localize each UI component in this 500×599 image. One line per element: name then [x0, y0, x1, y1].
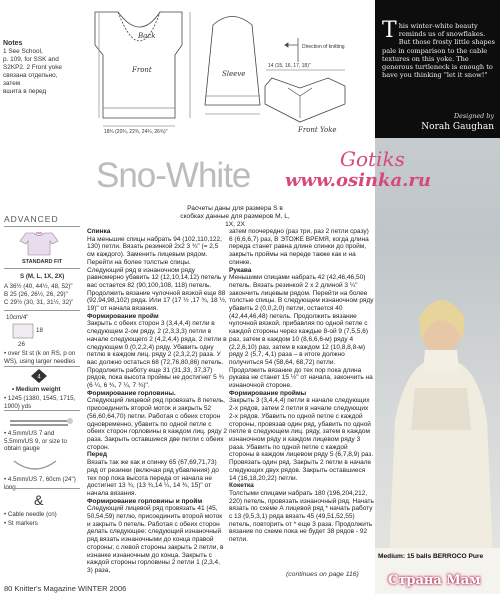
gauge-rows: 18: [36, 327, 43, 334]
size-subtitle: Расчеты даны для размера S в скобках данные для размеров M, L, 1X, 2X: [180, 205, 290, 228]
instruction-paragraph: Закрыть 3 (3,4,4,4) петли в начале следующих 2-х рядов, затем 2 петли в начале следующих 2-х рядов. Убавить по одной петле с каждой стороны, провязав один ряд, убавить по одной петле в следующем лиц. ряду, затем в каждом изнаночном ряду и каждом лицевом ряду 3 раза. Убавить по одной петле с каждой стороны в каждом лицевом ряду 5 (6,7,8,9) раз. Провязать один ряд. Закрыть 2 петли в начале следующих двух рядов. Закрыть оставшиеся 14 (16,18,20,22) петли.: [229, 397, 374, 482]
sleeve-width-label: 14 (15, 16, 17, 18)": [268, 63, 311, 69]
fit-icon: [18, 231, 60, 257]
divider: [4, 366, 80, 367]
divider: [4, 268, 80, 269]
section-heading: Формирование горловины и пройм: [87, 497, 203, 505]
section-heading: Формирование проймы: [229, 389, 307, 397]
instruction-paragraph: Следующий лицевой ряд провязать 8 петель, присоединить второй моток и закрыть 52 (56,60,64,70) петли. Работая с обеих сторон одновременно, убавить по одной петле с обеих сторон горловины в каждом лиц. ряду 2 раза. Закрыть оставшиеся две петли с обеих сторон.: [87, 397, 228, 451]
watermark-url: www.osinka.ru: [285, 170, 431, 191]
needles-circular: • 4.5mm/US 7, 60cm (24") long: [4, 476, 76, 491]
page-footer: 80 Knitter's Magazine WINTER 2006: [4, 584, 127, 593]
fit-label: STANDARD FIT: [22, 259, 63, 265]
intro-text: [382, 18, 496, 80]
skill-level: ADVANCED: [4, 214, 59, 224]
watermark-gotiks: Gotiks: [340, 147, 405, 171]
instruction-paragraph: Следующий лицевой ряд провязать 41 (45, 50,54,59) петлю, присоединить второй моток и закрыть 0 петель. Работая с обеих сторон делать следующее: следующий изнаночный ряд вязать изнаночными до конца правой стороны; с левой стороны закрыть 2 петли, в изнанке изнаночным до конца. Закрыть с каждой стороны горловины 2 петли 1 (2,3,4, 3) раза,: [87, 505, 224, 574]
designer-name: Norah Gaughan: [421, 122, 494, 132]
section-heading: Кокетка: [229, 482, 254, 490]
straight-needles-icon: [6, 414, 76, 428]
circular-needle-icon: [10, 455, 60, 473]
yoke-outline: [265, 78, 345, 122]
sleeve-label: Sleeve: [222, 70, 246, 78]
instruction-paragraph: Закрыть с обеих сторон 3 (3,4,4,4) петли в следующем 2-ом ряду, 2 (2,3,3,3) петли в начале следующего 2 (4,2,4,4) ряда, 2 петли в следующем 0 (0,2,2,4) ряду. Убавить одну петлю в каждом лиц. ряду 2 (2,3,2,2) раза. У вас должно остаться 68 (72,76,80,86) петель. Продолжить работу еще 31 (31,33, 37,37) рядов, пока высота проймы не достигнет 5 ¾ (6 ¼, 6 ¾, 7 ¼, 7 ¾)".: [87, 320, 227, 390]
drop-cap: T: [382, 18, 397, 43]
divider: [4, 310, 80, 311]
intro-body: his winter-white beauty reminds us of snowflakes. But those frosty little shapes pale in comparison to the cable textures on this yoke. The generous turtleneck is enough to have you thinking "let it snow!": [382, 22, 495, 80]
divider: [4, 488, 80, 489]
section-heading: Формирование пройм: [87, 312, 159, 320]
pattern-title: Sno-White: [96, 156, 251, 195]
gauge-size: 10cm/4": [6, 314, 29, 321]
yarn-weight-icon: [30, 368, 48, 384]
gauge-note: • over St st (k on RS, p on WS), using larger needles: [4, 350, 76, 365]
notion-cable-needle: • Cable needle (cn): [4, 511, 57, 518]
notes: [3, 40, 73, 96]
body-outline: [95, 12, 182, 118]
section-heading: Формирование горловины.: [87, 389, 176, 397]
notion-markers: • St markers: [4, 520, 38, 527]
notes-line: S2KP2. 2 Front yoke: [3, 64, 62, 71]
front-label: Front: [132, 66, 152, 74]
svg-text:4: 4: [37, 374, 41, 381]
notes-line: p. 109, for SSK and: [3, 56, 59, 63]
divider: [4, 226, 80, 227]
width-label: 18¾ (20¾, 22¾, 24¾, 26¾)": [104, 129, 168, 135]
notes-line: вшита в перед: [3, 88, 47, 95]
gauge-swatch-icon: [12, 323, 34, 339]
divider: [4, 410, 80, 411]
designer-label: Designed by: [453, 112, 494, 120]
notes-line: связана отдельно, затем: [3, 72, 58, 87]
instruction-paragraph: затем поочередно (раз три, раз 2 петли сразу) 6 (6,6,6,7) раз, В ЭТОЖЕ ВРЕМЯ, когда длина переда станет равна длине спинки до пройм, закрыть проймы на переде также как и на спинке.: [229, 228, 369, 266]
notes-line: 1 See School,: [3, 48, 43, 55]
direction-label: Direction of knitting: [302, 44, 345, 50]
instruction-paragraph: Толстыми спицами набрать 180 (196,204,212, 220) петель, провязать изнаночный ряд. Начать вязать по схеме А лицевой ряд * начать работу с 13 (9,5,3,1) ряда вязать 45 (49,51,52,55) петель, повторить от * еще 3 раза. Продолжить вязание по схеме пока не будет 38 рядов - 92 петли.: [229, 489, 374, 544]
instruction-paragraph: Вязать так же как и спинку 65 (67,69,71,73) ряд от резинки (включая ряд убавления) до тех пор пока высота переда от начала не достигнет 13 ¾, (13 ¾,14 ¼, 14 ¾, 15)" от начала вязания.: [87, 459, 219, 497]
back-label: Back: [138, 32, 156, 40]
section-heading: Спинка: [87, 228, 111, 235]
continued-note: (continues on page 116): [286, 571, 359, 578]
section-heading: Рукава: [229, 266, 252, 274]
needles-straight: • 4.5mm/US 7 and 5.5mm/US 9, or size to obtain gauge: [4, 430, 67, 452]
front-yoke-label: Front Yoke: [298, 126, 337, 134]
instructions-col-2: [229, 228, 374, 544]
measure-c: C 29½ (30, 31, 31½, 32)": [4, 299, 74, 306]
instruction-paragraph: На меньшие спицы набрать 94 (102,110,122, 130) петли. Вязать резинкой 2х2 3 ¾" (= 2,5 см каждого). Заменить лицевым рядом. Перейти на более толстые спицы. Следующий ряд в изнаночном ряду равномерно убавить 12 (12,10,14,12) петель у вас остается 82 (90,100,108, 118) петель. Продолжить вязание чулочной вязкой еще 88 (92,94,98,102) ряда. Или 17 (17 ½ ,17 ¾, 18 ½, 19)" от начала вязания.: [87, 235, 227, 313]
material-note: Medium: 15 balls BERROCO Pure: [378, 553, 484, 560]
instructions-col-1: [87, 228, 227, 575]
section-heading: Перед: [87, 451, 107, 459]
instruction-paragraph: Меньшими спицами набрать 42 (42,46,46,50) петель. Вязать резинкой 2 х 2 длиной 3 ¼" закончить лицевым рядом. Перейти на более толстые спицы. В следующем изнаночном ряду убавить 2 (0,0,2,0) петли, остается 40 (42,44,46,48) петель. Продолжить вязание чулочной вязкой, прибавляя по одной петле с каждой стороны через каждые 8-ой 9 (7,5,5,6) раз, затем в каждом 10 (8,6,6,6-м) ряду 4 (2,2,6,10) раз, затем в каждом 12 (10,8,8,8-м) ряду 2 (5,7, 4,1) раза – в итоге должно получиться 54 (58,64, 68,72) петли. Продолжить вязание до тех пор пока длина рукава не станет 15 ½" от начала, закончить на изнаночной стороне.: [229, 274, 374, 390]
yarn-weight: • Medium weight: [12, 386, 61, 393]
measure-a: A 36½ (40, 44½, 48, 52)": [4, 283, 73, 290]
sizes: S (M, L, 1X, 2X): [20, 273, 65, 280]
notions-icon: &: [34, 492, 44, 508]
yardage: • 1245 (1380, 1545, 1715, 1900) yds: [4, 395, 76, 410]
measure-b: B 25 (26, 26½, 26, 29)": [4, 291, 68, 298]
gauge-stitches: 26: [18, 341, 25, 348]
site-logo: Страна Мам: [388, 573, 481, 588]
sleeve-outline: [205, 17, 260, 106]
notes-heading: Notes: [3, 40, 23, 47]
